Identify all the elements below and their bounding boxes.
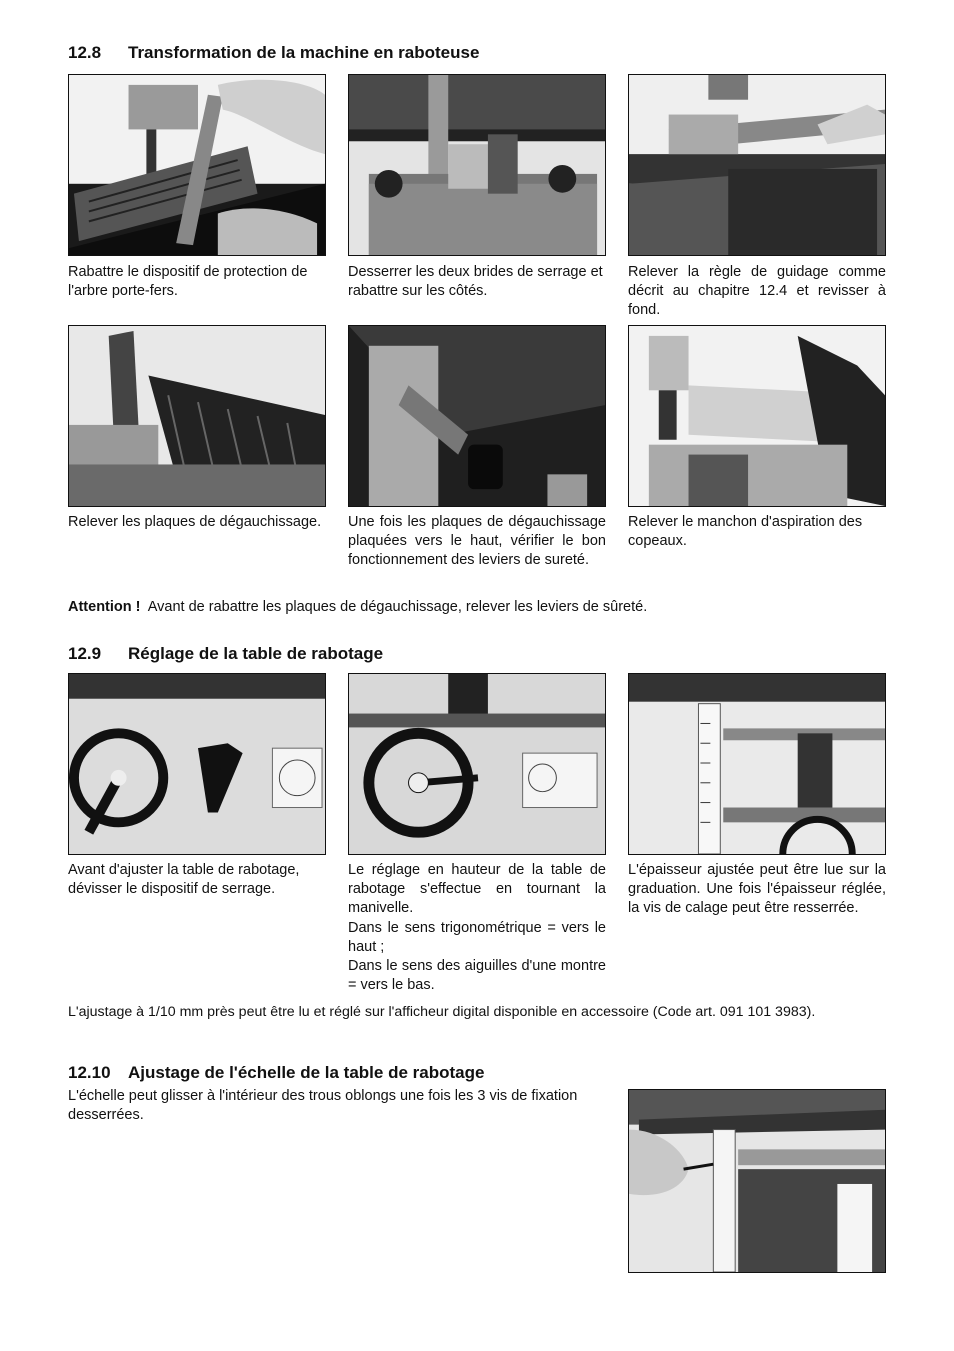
photo-safety-levers [348, 325, 606, 507]
photo-chip-suction [628, 325, 886, 507]
section-title: Ajustage de l'échelle de la table de rabotage [128, 1063, 485, 1082]
caption-12-9-3: L'épaisseur ajustée peut être lue sur la graduation. Une fois l'épaisseur réglée, la vis de calage peut être resserrée. [628, 862, 886, 917]
attention-text: Avant de rabattre les plaques de dégauchissage, relever les leviers de sûreté. [147, 599, 648, 615]
digital-display-note: L'ajustage à 1/10 mm près peut être lu et réglé sur l'afficheur digital disponible en accessoire (Code art. 091 101 3983). [68, 1004, 816, 1020]
caption-12-9-2 [348, 861, 606, 995]
caption-12-9-2-line-2: Dans le sens trigonométrique = vers le haut ; [348, 919, 606, 955]
caption-12-8-1: Rabattre le dispositif de protection de l'arbre porte-fers. [68, 264, 308, 300]
photo-clamps [348, 74, 606, 256]
caption-12-8-2: Desserrer les deux brides de serrage et rabattre sur les côtés. [348, 264, 603, 300]
section-number: 12.9 [68, 644, 102, 663]
caption-12-9-2-line-3: Dans le sens des aiguilles d'une montre = vers le bas. [348, 958, 606, 994]
caption-12-8-6: Relever le manchon d'aspiration des copeaux. [628, 514, 863, 550]
caption-12-8-3: Relever la règle de guidage comme décrit au chapitre 12.4 et revisser à fond. [628, 264, 886, 319]
photo-handwheel [348, 673, 606, 855]
caption-12-8-5: Une fois les plaques de dégauchissage plaquées vers le haut, vérifier le bon fonctionnement des leviers de sureté. [348, 514, 606, 569]
photo-guide-rule [628, 74, 886, 256]
caption-12-9-1: Avant d'ajuster la table de rabotage, dévisser le dispositif de serrage. [68, 862, 300, 898]
section-number: 12.10 [68, 1063, 111, 1082]
photo-scale-adjustment [628, 1089, 886, 1273]
caption-12-9-2-line-1: Le réglage en hauteur de la table de rabotage s'effectue en tournant la manivelle. [348, 862, 606, 917]
section-title: Transformation de la machine en raboteuse [128, 43, 480, 62]
attention-note [68, 598, 647, 617]
section-number: 12.8 [68, 43, 102, 62]
photo-graduation [628, 673, 886, 855]
section-heading-12-9 [68, 644, 383, 664]
section-heading-12-10 [68, 1063, 484, 1083]
photo-protection-device [68, 74, 326, 256]
scale-adjustment-text: L'échelle peut glisser à l'intérieur des trous oblongs une fois les 3 vis de fixation desserrées. [68, 1088, 578, 1123]
photo-clamping-device [68, 673, 326, 855]
section-title: Réglage de la table de rabotage [128, 644, 384, 663]
attention-label: Attention ! [68, 599, 141, 615]
caption-12-8-4: Relever les plaques de dégauchissage. [68, 514, 322, 530]
photo-raise-plates [68, 325, 326, 507]
section-heading-12-8 [68, 43, 479, 63]
